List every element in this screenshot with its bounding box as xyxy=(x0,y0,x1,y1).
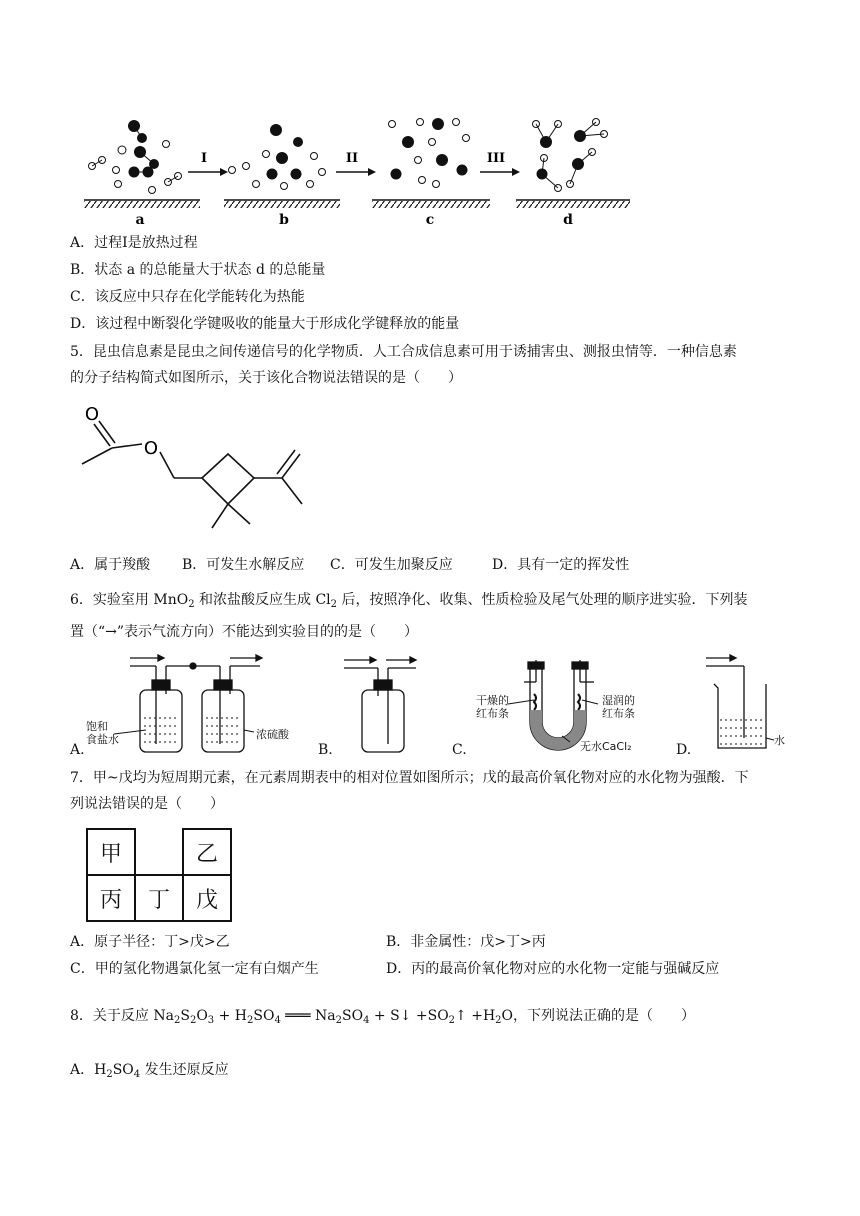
label-wet-red-cloth: 湿润的 红布条 xyxy=(602,694,635,720)
periodic-table-fragment xyxy=(86,828,232,922)
q4-option-b: B．状态 a 的总能量大于状态 d 的总能量 xyxy=(70,262,326,278)
q7-option-a: A．原子半径：丁>戊>乙 xyxy=(70,934,230,950)
q6-option-b: B. xyxy=(318,742,333,758)
cell-empty xyxy=(135,829,183,875)
q5-options xyxy=(70,554,629,574)
q6-option-d: D. xyxy=(676,742,692,758)
q7-option-b: B．非金属性：戊>丁>丙 xyxy=(386,934,546,950)
cell-wu: 戊 xyxy=(183,875,231,921)
q7-option-c: C．甲的氢化物遇氯化氢一定有白烟产生 xyxy=(70,961,319,977)
reaction-process-figure xyxy=(70,108,640,228)
q4-option-d: D．该过程中断裂化学键吸收的能量大于形成化学键释放的能量 xyxy=(70,316,460,332)
label-c: c xyxy=(425,212,435,228)
atom-ester-o: O xyxy=(143,438,159,459)
q6-option-a: A. xyxy=(70,742,85,758)
arrow-label-1: I xyxy=(200,151,208,166)
pheromone-structure xyxy=(70,396,320,536)
label-saturated-brine: 饱和 食盐水 xyxy=(86,720,119,746)
cell-yi: 乙 xyxy=(183,829,231,875)
state-c xyxy=(372,118,490,228)
q8-option-a-formula: $H_2SO_4$ xyxy=(94,1062,141,1080)
q5-stem-line1: 5．昆虫信息素是昆虫之间传递信号的化学物质．人工合成信息素可用于诱捕害虫、测报虫情等．一种信息素 xyxy=(70,344,737,360)
q8-option-a: A．$H_2SO_4$ 发生还原反应 xyxy=(70,1062,229,1080)
q8-equation: $Na_2S_2O_3 + H_2SO_4$ ═══ $Na_2SO_4$ + S↓ $+SO_2↑ +H_2O$ xyxy=(153,1008,514,1026)
q5-option-a: A．属于羧酸 xyxy=(70,557,151,573)
state-b xyxy=(224,124,340,228)
q6-stem-line2: 置（“→”表示气流方向）不能达到实验目的的是（ ） xyxy=(70,624,419,640)
q7-stem-line1: 7．甲~戊均为短周期元素，在元素周期表中的相对位置如图所示；戊的最高价氧化物对应的水化物为强酸．下 xyxy=(70,770,749,786)
q6-option-c: C. xyxy=(452,742,467,758)
state-a xyxy=(84,120,200,228)
cell-jia: 甲 xyxy=(87,829,135,875)
apparatus-d xyxy=(700,654,780,754)
label-anhydrous-cacl2: 无水CaCl₂ xyxy=(580,740,632,753)
q4-option-a: A．过程Ⅰ是放热过程 xyxy=(70,235,198,251)
label-water: 水 xyxy=(774,734,785,747)
cell-ding: 丁 xyxy=(135,875,183,921)
q4-option-c: C．该反应中只存在化学能转化为热能 xyxy=(70,289,305,305)
q6-stem-line1: 6．实验室用 MnO$_2$ 和浓盐酸反应生成 $Cl_2$ 后，按照净化、收集、性质检验及尾气处理的顺序进实验．下列装 xyxy=(70,592,748,610)
q7-stem-line2: 列说法错误的是（ ） xyxy=(70,796,224,812)
q5-option-c: C．可发生加聚反应 xyxy=(330,557,453,573)
q7-option-d: D．丙的最高价氧化物对应的水化物一定能与强碱反应 xyxy=(386,961,720,977)
apparatus-b xyxy=(340,656,420,756)
q5-option-d: D．具有一定的挥发性 xyxy=(492,557,630,573)
label-b: b xyxy=(279,212,289,228)
cell-bing: 丙 xyxy=(87,875,135,921)
q8-stem: 8．关于反应 $Na_2S_2O_3 + H_2SO_4$ ═══ $Na_2SO_4$ + S↓ $+SO_2↑ +H_2O$，下列说法正确的是（ ） xyxy=(70,1008,696,1026)
q5-stem-line2: 的分子结构简式如图所示，关于该化合物说法错误的是（ ） xyxy=(70,370,462,386)
state-d xyxy=(516,119,630,229)
label-a: a xyxy=(135,212,145,228)
arrow-label-2: II xyxy=(345,151,359,166)
label-d: d xyxy=(563,212,573,228)
atom-carbonyl-o: O xyxy=(84,404,100,425)
q5-option-b: B．可发生水解反应 xyxy=(182,557,305,573)
label-conc-sulfuric-acid: 浓硫酸 xyxy=(256,728,289,741)
label-dry-red-cloth: 干燥的 红布条 xyxy=(476,694,509,720)
arrow-label-3: III xyxy=(486,151,506,166)
